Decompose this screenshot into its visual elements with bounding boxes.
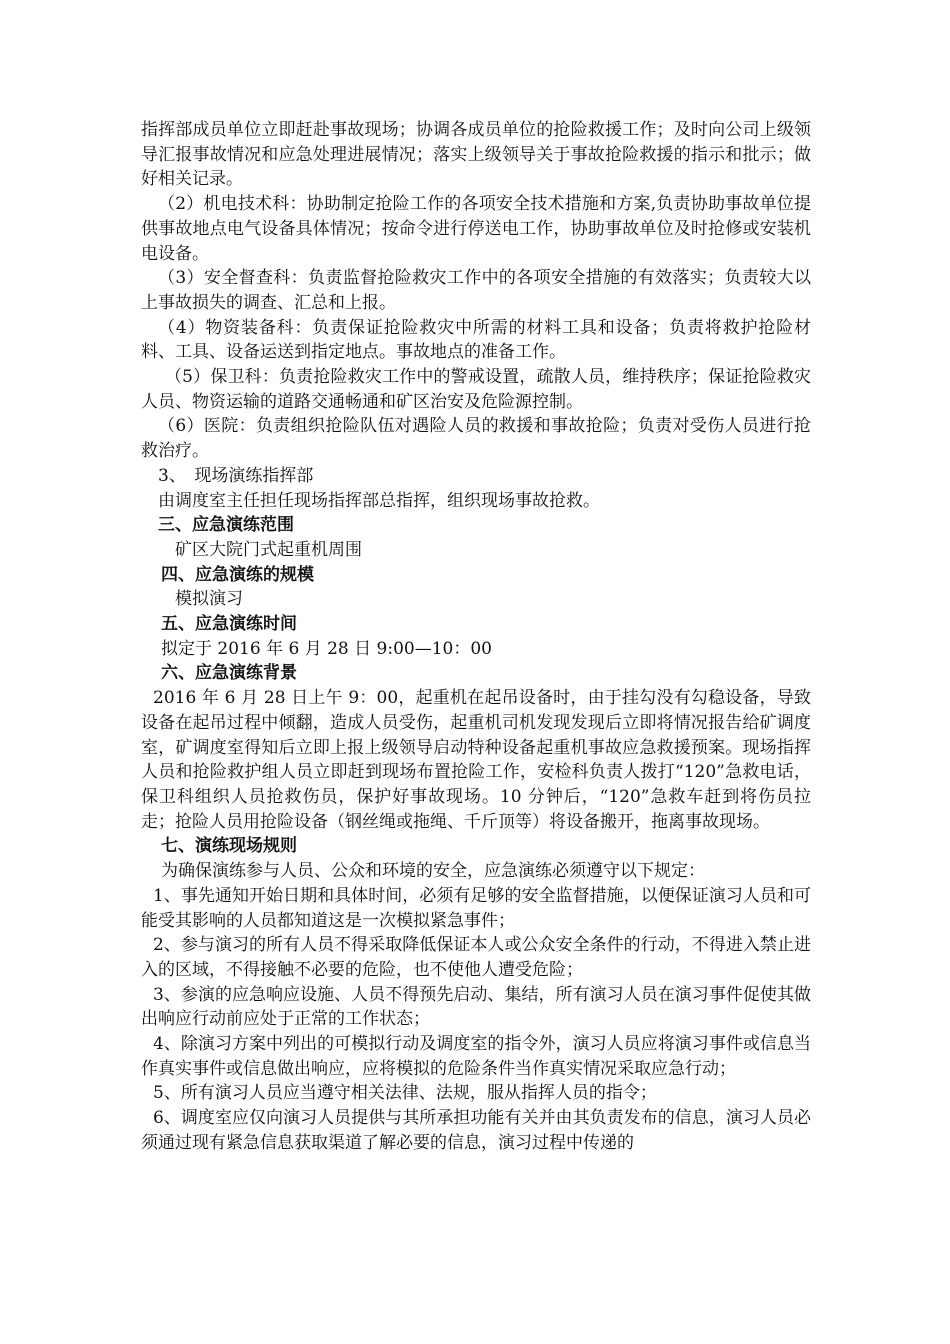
paragraph-hospital: （6）医院：负责组织抢险队伍对遇险人员的救援和事故抢险；负责对受伤人员进行抢救治疗。: [141, 416, 811, 462]
paragraph-rule-4: 4、除演习方案中列出的可模拟行动及调度室的指令外，演习人员应将演习事件或信息当作真实事件或信息做出响应，应将模拟的危险条件当作真实情况采取应急行动；: [141, 1034, 811, 1079]
document-page: [141, 118, 811, 1156]
paragraph-drill-scale: 模拟演习: [175, 589, 243, 610]
paragraph-drill-background: 2016 年 6 月 28 日上午 9：00，起重机在起吊设备时，由于挂勾没有勾稳设备，导致设备在起吊过程中倾翻，造成人员受伤，起重机司机发现发现后立即将情况报告给矿调度室，矿调度室得知后立即上报上级领导启动特种设备起重机事故应急救援预案。现场指挥人员和抢险救护组人员立即赶到现场布置抢险工作，安检科负责人拨打“120”急救电话，保卫科组织人员抢救伤员，保护好事故现场。10 分钟后，“120”急救车赶到将伤员拉走；抢险人员用抢险设备（钢丝绳或拖绳、千斤顶等）将设备搬开，拖离事故现场。: [141, 688, 811, 832]
paragraph-rule-1: 1、事先通知开始日期和具体时间，必须有足够的安全监督措施，以便保证演习人员和可能受其影响的人员都知道这是一次模拟紧急事件；: [141, 885, 811, 931]
heading-drill-scale: 四、应急演练的规模: [161, 564, 314, 585]
paragraph-mech-elec-dept: （2）机电技术科：协助制定抢险工作的各项安全技术措施和方案,负责协助事故单位提供事故地点电气设备具体情况；按命令进行停送电工作，协助事故单位及时抢修或安装机电设备。: [141, 194, 811, 264]
paragraph-field-command: 3、 现场演练指挥部: [158, 465, 314, 486]
paragraph-field-command-body: 由调度室主任担任现场指挥部总指挥，组织现场事故抢救。: [158, 490, 600, 511]
paragraph-materials-dept: （4）物资装备科：负责保证抢险救灾中所需的材料工具和设备；负责将救护抢险材料、工具、设备运送到指定地点。事故地点的准备工作。: [141, 317, 811, 363]
paragraph-rule-5: 5、所有演习人员应当遵守相关法律、法规，服从指挥人员的指令；: [153, 1083, 657, 1104]
heading-field-rules: 七、演练现场规则: [161, 836, 297, 857]
paragraph-security-dept: （5）保卫科：负责抢险救灾工作中的警戒设置，疏散人员，维持秩序；保证抢险救灾人员、物资运输的道路交通畅通和矿区治安及危险源控制。: [141, 367, 811, 412]
paragraph-drill-time: 拟定于 2016 年 6 月 28 日 9:00—10：00: [161, 638, 492, 659]
heading-drill-time: 五、应急演练时间: [161, 614, 297, 635]
paragraph-rule-2: 2、参与演习的所有人员不得采取降低保证本人或公众安全条件的行动，不得进入禁止进入的区域，不得接触不必要的危险，也不使他人遭受危险；: [141, 935, 811, 980]
paragraph-rule-6: 6、调度室应仅向演习人员提供与其所承担功能有关并由其负责发布的信息，演习人员必须通过现有紧急信息获取渠道了解必要的信息，演习过程中传递的: [141, 1108, 811, 1153]
heading-drill-scope: 三、应急演练范围: [158, 515, 294, 536]
paragraph-safety-dept: （3）安全督查科：负责监督抢险救灾工作中的各项安全措施的有效落实；负责较大以上事故损失的调查、汇总和上报。: [141, 268, 811, 313]
paragraph-rules-intro: 为确保演练参与人员、公众和环境的安全，应急演练必须遵守以下规定：: [161, 861, 705, 882]
paragraph-rule-3: 3、参演的应急响应设施、人员不得预先启动、集结，所有演习人员在演习事件促使其做出响应行动前应处于正常的工作状态；: [141, 984, 811, 1030]
paragraph-drill-scope: 矿区大院门式起重机周围: [175, 539, 362, 560]
heading-drill-background: 六、应急演练背景: [161, 663, 297, 684]
paragraph-duties-intro: 指挥部成员单位立即赶赴事故现场；协调各成员单位的抢险救援工作；及时向公司上级领导汇报事故情况和应急处理进展情况；落实上级领导关于事故抢险救援的指示和批示；做好相关记录。: [141, 120, 811, 190]
